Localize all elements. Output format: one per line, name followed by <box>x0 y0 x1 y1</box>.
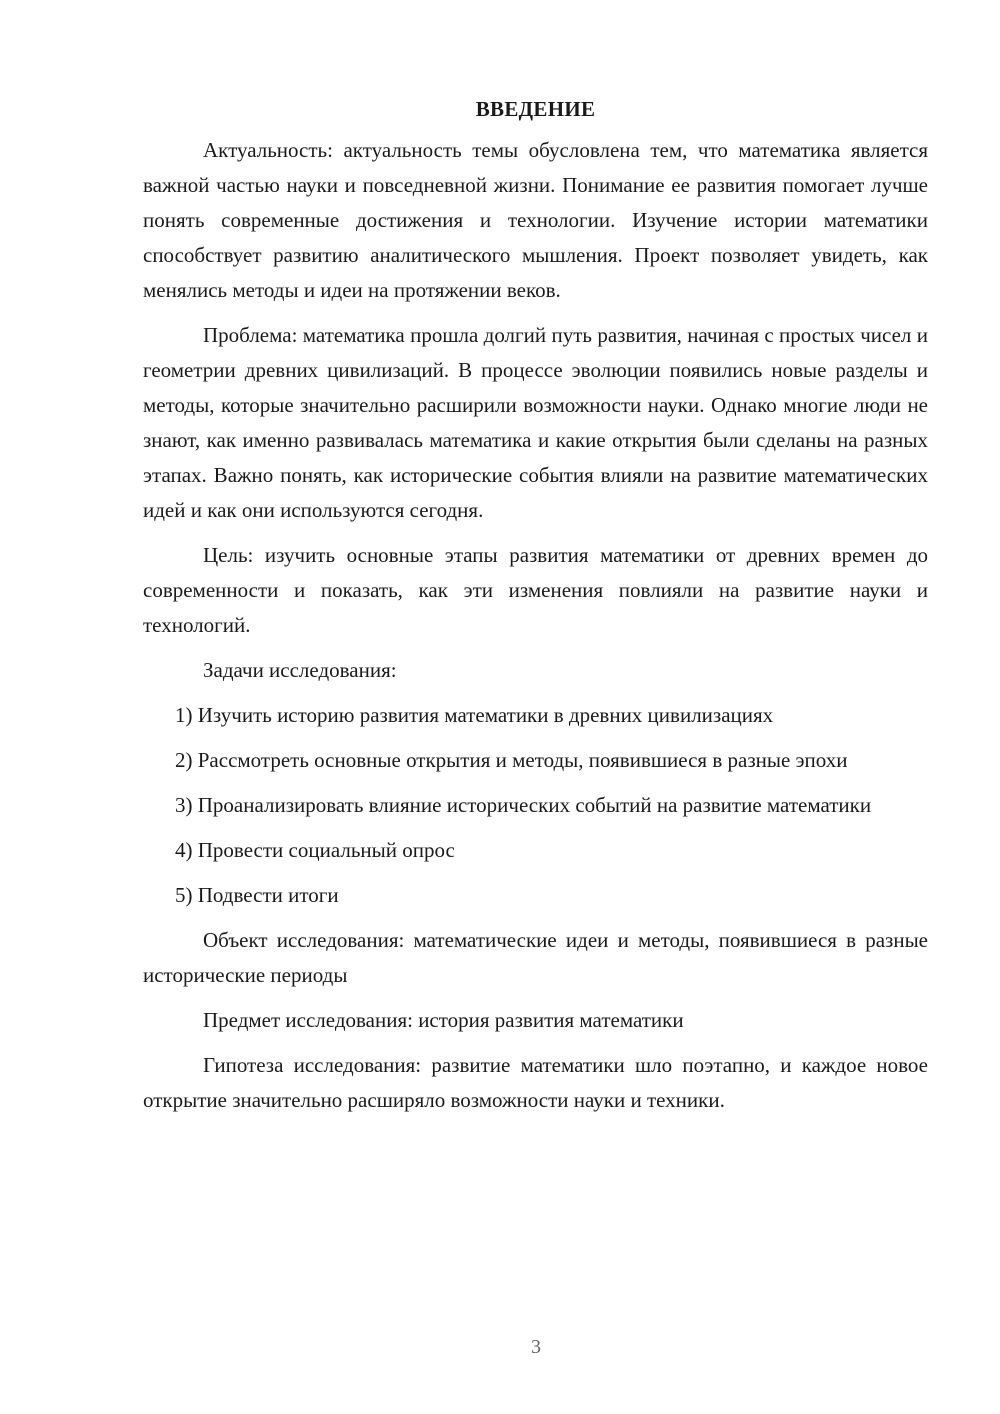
goal-paragraph: Цель: изучить основные этапы развития математики от древних времен до современности и показать, как эти изменения повлияли на развитие науки и технологий. <box>143 543 928 637</box>
task-item-4: 4) Провести социальный опрос <box>175 838 455 862</box>
subject-paragraph: Предмет исследования: история развития математики <box>203 1008 684 1032</box>
object-paragraph: Объект исследования: математические идеи и методы, появившиеся в разные исторические периоды <box>143 928 928 987</box>
tasks-heading: Задачи исследования: <box>203 658 397 682</box>
page-number: 3 <box>531 1336 541 1358</box>
task-item-1: 1) Изучить историю развития математики в древних цивилизациях <box>175 703 774 727</box>
task-item-5: 5) Подвести итоги <box>175 883 339 907</box>
page-body <box>143 92 928 1128</box>
task-item-3: 3) Проанализировать влияние исторических событий на развитие математики <box>175 793 872 817</box>
task-item-2: 2) Рассмотреть основные открытия и методы, появившиеся в разные эпохи <box>175 748 848 772</box>
section-title: ВВЕДЕНИЕ <box>475 97 596 121</box>
hypothesis-paragraph: Гипотеза исследования: развитие математики шло поэтапно, и каждое новое открытие значительно расширяло возможности науки и техники. <box>143 1053 928 1112</box>
problem-paragraph: Проблема: математика прошла долгий путь развития, начиная с простых чисел и геометрии древних цивилизаций. В процессе эволюции появились новые разделы и методы, которые значительно расширили возможности науки. Однако многие люди не знают, как именно развивалась математика и какие открытия были сделаны на разных этапах. Важно понять, как исторические события влияли на развитие математических идей и как они используются сегодня. <box>143 323 928 522</box>
relevance-paragraph: Актуальность: актуальность темы обусловлена тем, что математика является важной частью науки и повседневной жизни. Понимание ее развития помогает лучше понять современные достижения и технологии. Изучение истории математики способствует развитию аналитического мышления. Проект позволяет увидеть, как менялись методы и идеи на протяжении веков. <box>143 138 928 302</box>
